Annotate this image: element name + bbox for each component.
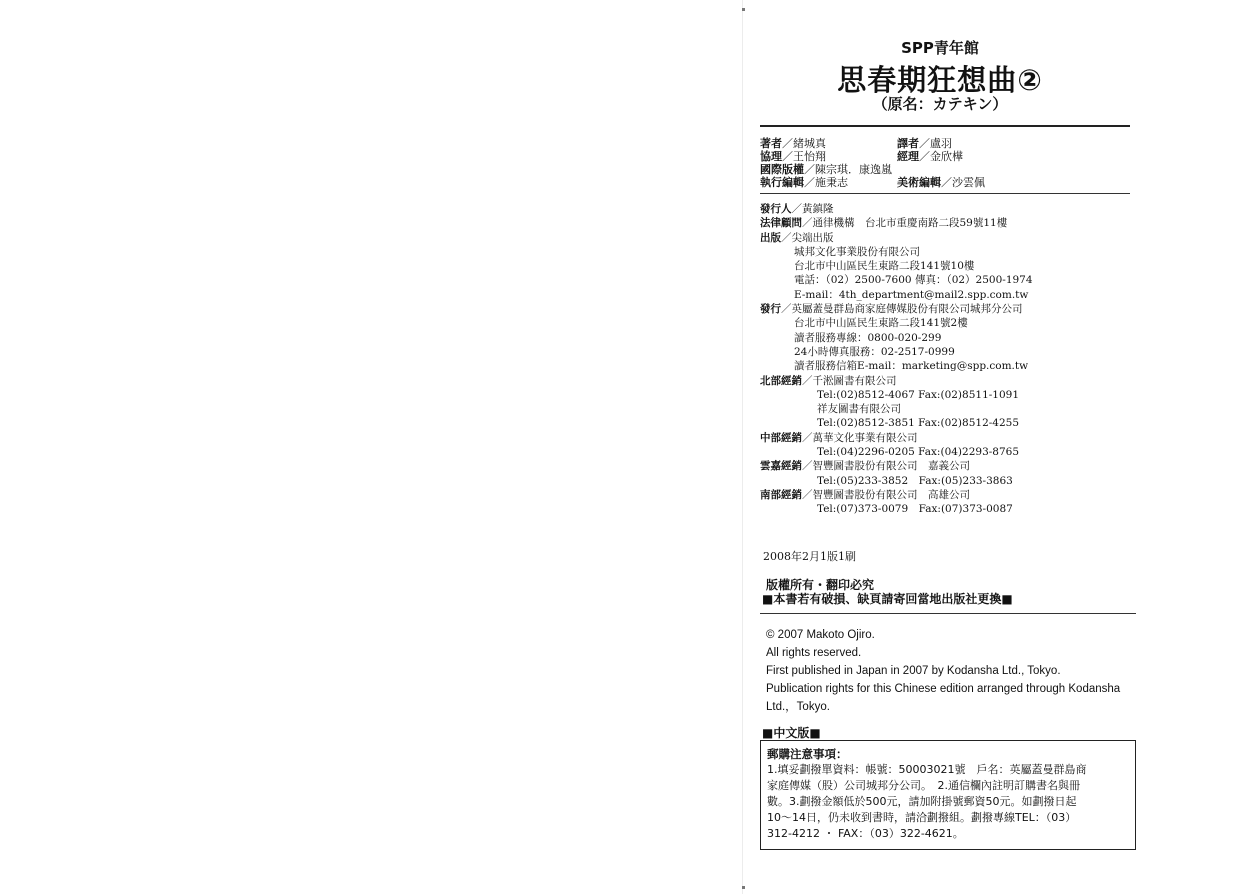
page-fold: [742, 0, 743, 894]
publish-detail: 電話：（02）2500-7600 傳真：（02）2500-1974: [794, 274, 1033, 287]
north-detail: 祥友圖書有限公司: [817, 403, 901, 416]
copyright-line: All rights reserved.: [766, 647, 862, 659]
credit-author: 著者／緒城真: [760, 137, 826, 150]
copyright-line: Ltd.，Tokyo.: [766, 701, 830, 713]
divider: [760, 193, 1130, 194]
distrib-detail: 台北市中山區民生東路二段141號2樓: [794, 317, 968, 330]
fold-mark: [742, 886, 745, 889]
notice-title: 郵購注意事項：: [767, 747, 848, 761]
south-detail: Tel:(07)373-0079 Fax:(07)373-0087: [817, 503, 1013, 516]
publisher-info: [760, 202, 1033, 517]
publish-detail: 台北市中山區民生東路二段141號10樓: [794, 260, 975, 273]
notice-line: 312-4212 ・ FAX：（03）322-4621。: [767, 827, 964, 840]
notice-line: 家庭傳媒（股）公司城邦分公司。 2.通信欄內註明訂購書名與冊: [767, 779, 1080, 792]
credit-art-editor: 美術編輯／沙雲佩: [897, 176, 985, 189]
north-detail: Tel:(02)8512-3851 Fax:(02)8512-4255: [817, 417, 1020, 430]
central-detail: Tel:(04)2296-0205 Fax:(04)2293-8765: [817, 446, 1020, 459]
credit-editor: 執行編輯／施秉志: [760, 176, 848, 189]
fold-mark: [742, 8, 745, 11]
divider: [760, 613, 1136, 614]
notice-line: 數。3.劃撥金額低於500元，請加附掛號郵資50元。如劃撥日起: [767, 795, 1077, 808]
mail-order-notice: [760, 740, 1136, 850]
original-title: （原名：カテキン）: [872, 95, 1008, 113]
publish-line: 出版／尖端出版: [760, 231, 834, 244]
credit-rights: 國際版權／陳宗琪．康逸嵐: [760, 163, 892, 176]
copyright-line: © 2007 Makoto Ojiro.: [766, 629, 875, 641]
distrib-detail: 24小時傳真服務：02-2517-0999: [794, 345, 955, 358]
issuer-line: 發行人／黃鎮隆: [760, 203, 834, 215]
print-date: 2008年2月1版1刷: [763, 550, 856, 563]
rights-notice: 版權所有・翻印必究: [766, 578, 875, 592]
chiayi-distributor: 雲嘉經銷／智豐圖書股份有限公司 嘉義公司: [760, 460, 970, 473]
distrib-detail: 讀者服務專線：0800-020-299: [794, 331, 942, 344]
divider: [760, 125, 1130, 127]
credit-translator: 譯者／盧羽: [897, 137, 952, 150]
series-name: SPP青年館: [901, 39, 979, 57]
north-detail: Tel:(02)8512-4067 Fax:(02)8511-1091: [817, 388, 1020, 401]
legal-line: 法律顧問／通律機構 台北市重慶南路二段59號11樓: [760, 217, 1008, 230]
central-distributor: 中部經銷／萬華文化事業有限公司: [760, 431, 918, 444]
edition-label: ■中文版■: [762, 726, 821, 740]
book-title: 思春期狂想曲②: [837, 63, 1043, 97]
south-distributor: 南部經銷／智豐圖書股份有限公司 高雄公司: [760, 488, 970, 501]
chiayi-detail: Tel:(05)233-3852 Fax:(05)233-3863: [817, 474, 1013, 487]
copyright-line: Publication rights for this Chinese edition arranged through Kodansha: [766, 683, 1121, 695]
credit-manager: 經理／金欣樺: [897, 150, 963, 163]
damage-notice: ■本書若有破損、缺頁請寄回當地出版社更換■: [762, 592, 1013, 606]
distrib-detail: 讀者服務信箱E-mail：marketing@spp.com.tw: [794, 360, 1029, 373]
copyright-line: First published in Japan in 2007 by Kodansha Ltd., Tokyo.: [766, 665, 1061, 677]
notice-line: 1.填妥劃撥單資料：帳號：50003021號 戶名：英屬蓋曼群島商: [767, 763, 1087, 776]
notice-line: 10～14日，仍未收到書時，請洽劃撥組。劃撥專線TEL：（03）: [767, 811, 1077, 824]
publish-detail: E-mail：4th_department@mail2.spp.com.tw: [794, 288, 1029, 301]
publish-detail: 城邦文化事業股份有限公司: [794, 245, 920, 258]
north-distributor: 北部經銷／千淞圖書有限公司: [760, 374, 897, 387]
copyright-block: [766, 626, 1120, 716]
distrib-line: 發行／英屬蓋曼群島商家庭傳媒股份有限公司城邦分公司: [760, 303, 1023, 316]
credit-associate: 協理／王怡翔: [760, 150, 826, 163]
